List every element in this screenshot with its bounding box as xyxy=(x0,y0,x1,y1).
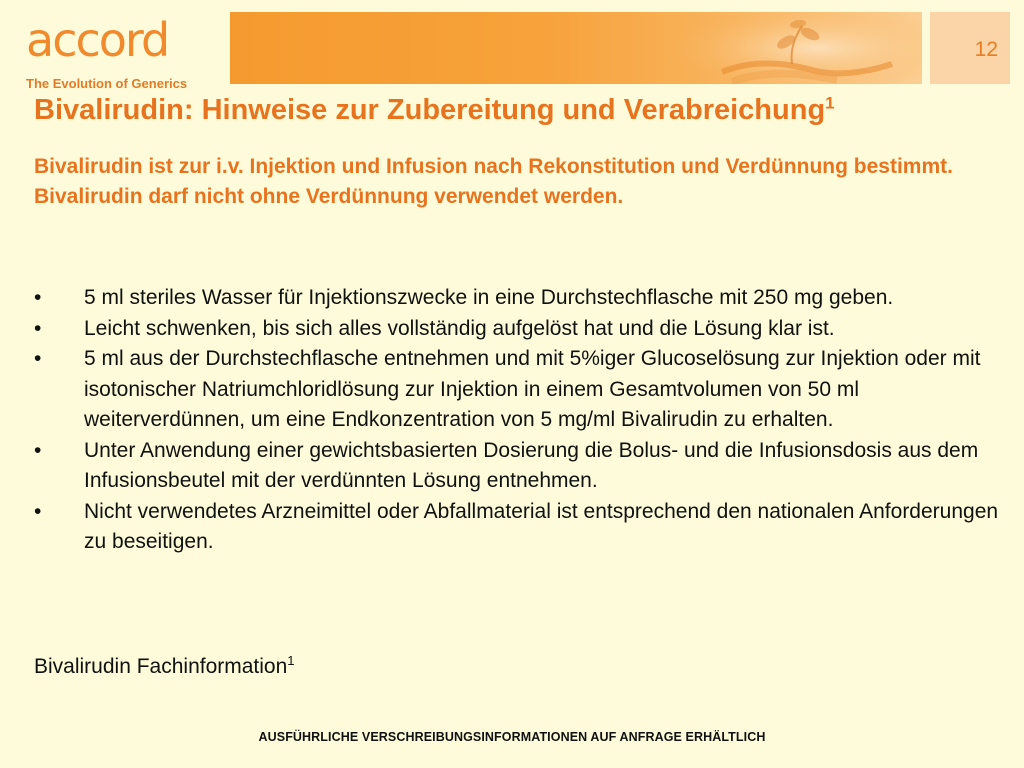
list-item-text: Nicht verwendetes Arzneimittel oder Abfallmaterial ist entsprechend den nationalen Anforderungen zu beseitigen. xyxy=(84,499,999,553)
source-reference xyxy=(34,655,295,679)
source-footnote-marker: 1 xyxy=(287,653,295,668)
accord-logo xyxy=(26,12,226,91)
bullet-symbol: • xyxy=(34,347,42,370)
source-text: Bivalirudin Fachinformation xyxy=(34,655,288,678)
bullet-symbol: • xyxy=(34,438,42,462)
slide-subtitle: Bivalirudin ist zur i.v. Injektion und Infusion nach Rekonstitution und Verdünnung bestimmt. Bivalirudin darf nicht ohne Verdünnung verwendet werden. xyxy=(34,155,953,208)
footer-disclaimer: AUSFÜHRLICHE VERSCHREIBUNGSINFORMATIONEN AUF ANFRAGE ERHÄLTLICH xyxy=(258,730,766,744)
slide-title-text: Bivalirudin: Hinweise zur Zubereitung und Verabreichung xyxy=(34,94,826,126)
logo-tagline: The Evolution of Generics xyxy=(26,76,188,91)
bullet-symbol: • xyxy=(34,316,42,340)
list-item-text: 5 ml steriles Wasser für Injektionszwecke in eine Durchstechflasche mit 250 mg geben. xyxy=(84,286,894,309)
bullet-symbol: • xyxy=(34,286,42,309)
page-number-box xyxy=(930,12,1010,84)
list-item xyxy=(34,314,1004,345)
list-item-text: Leicht schwenken, bis sich alles vollständig aufgelöst hat und die Lösung klar ist. xyxy=(84,316,835,340)
list-item xyxy=(34,283,1004,314)
list-item-text: 5 ml aus der Durchstechflasche entnehmen und mit 5%iger Glucoselösung zur Injektion oder mit isotonischer Natriumchloridlösung zur Injektion in einem Gesamtvolumen von 50 ml weiterverdünnen, um eine Endkonzentration von 5 mg/ml Bivalirudin zu erhalten. xyxy=(84,347,981,431)
page-number: 12 xyxy=(974,38,998,61)
header-banner xyxy=(230,12,922,84)
slide-title xyxy=(34,94,835,127)
list-item xyxy=(34,436,1004,497)
title-footnote-marker: 1 xyxy=(825,93,835,113)
list-item xyxy=(34,344,1004,436)
instruction-list xyxy=(34,283,1004,558)
hands-plant-illustration xyxy=(662,12,922,84)
list-item-text: Unter Anwendung einer gewichtsbasierten Dosierung die Bolus- und die Infusionsdosis aus dem Infusionsbeutel mit der verdünnten Lösung entnehmen. xyxy=(84,438,979,492)
list-item xyxy=(34,497,1004,558)
bullet-symbol: • xyxy=(34,499,42,523)
logo-wordmark: accord xyxy=(26,13,169,67)
